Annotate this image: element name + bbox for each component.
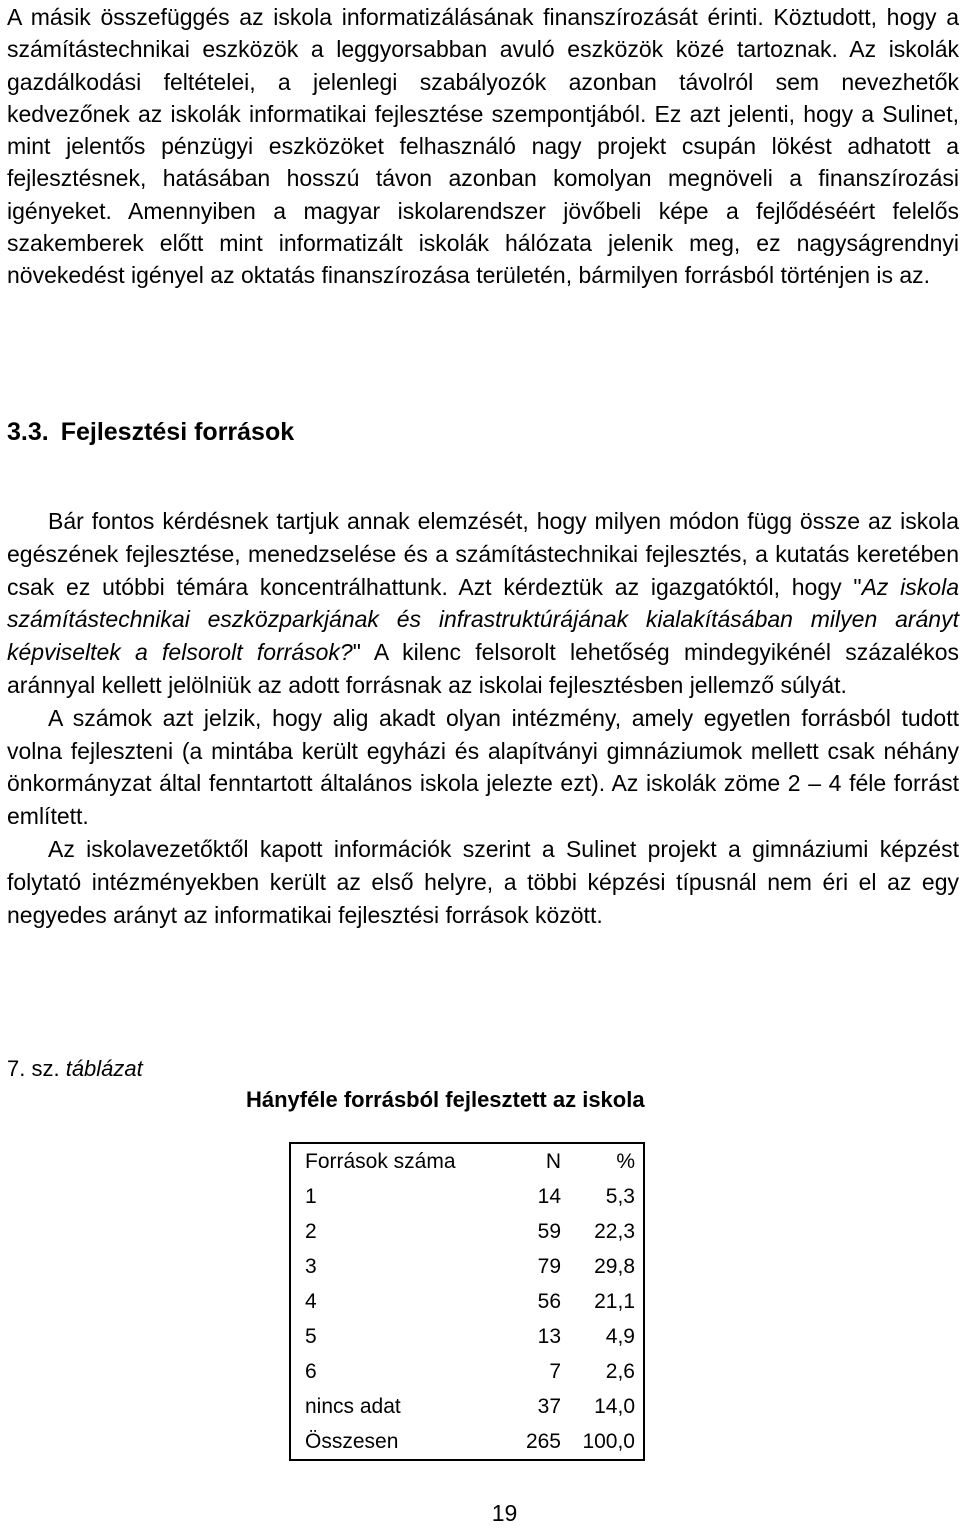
paragraph-question bbox=[7, 505, 959, 702]
paragraph-financing: A másik összefüggés az iskola informatizálásának finanszírozását érinti. Köztudott, hogy a számítástechnikai eszközök a leggyorsabban avuló eszközök közé tartoznak. Az iskolák gazdálkodási feltételei, a jelenlegi szabályozók azonban távolról sem nevezhetők kedvezőnek az iskolák informatikai fejlesztése szempontjából. Ez azt jelenti, hogy a Sulinet, mint jelentős pénzügyi eszközöket felhasználó nagy projekt csupán lökést adhatott a fejlesztésnek, hatásában hosszú távon azonban komolyan megnöveli a finanszírozási igényeket. Amennyiben a magyar iskolarendszer jövőbeli képe a fejlődéséért felelős szakemberek előtt mint informatizált iskolák hálózata jelenik meg, ez nagyságrendnyi növekedést igényel az oktatás finanszírozása területén, bármilyen forrásból történjen is az. bbox=[7, 4, 959, 289]
table-row bbox=[290, 1319, 644, 1354]
table-row-total bbox=[290, 1424, 644, 1460]
column-header-sources: Források száma bbox=[305, 1149, 456, 1173]
cell-percent: 4,9 bbox=[605, 1324, 635, 1348]
cell-n: 14 bbox=[537, 1184, 561, 1208]
cell-n: 265 bbox=[525, 1429, 561, 1453]
page-number: 19 bbox=[491, 1500, 518, 1526]
table-row bbox=[290, 1284, 644, 1319]
body-text bbox=[7, 505, 959, 931]
cell-n: 56 bbox=[537, 1289, 561, 1313]
cell-percent: 14,0 bbox=[594, 1394, 635, 1418]
table-row bbox=[290, 1179, 644, 1214]
column-header-percent: % bbox=[616, 1149, 635, 1173]
table-header-row bbox=[290, 1143, 644, 1179]
table-label-number: 7. sz. bbox=[7, 1056, 60, 1081]
cell-n: 7 bbox=[549, 1359, 561, 1383]
paragraph-question-tail: " A kilenc felsorolt lehetőség mindegyikénél százalékos aránnyal kellett jelölniük az adott forrásnak az iskolai fejlesztésben jellemző súlyát. bbox=[7, 639, 959, 698]
table-row bbox=[290, 1214, 644, 1249]
table-row bbox=[290, 1354, 644, 1389]
table-label bbox=[7, 1054, 143, 1084]
cell-sources: nincs adat bbox=[305, 1394, 401, 1418]
table-row bbox=[290, 1249, 644, 1284]
table-label-word: táblázat bbox=[65, 1056, 143, 1081]
cell-percent: 21,1 bbox=[594, 1289, 635, 1313]
cell-sources: 6 bbox=[305, 1359, 317, 1383]
cell-n: 59 bbox=[537, 1219, 561, 1243]
cell-sources: 1 bbox=[305, 1184, 317, 1208]
cell-sources: 5 bbox=[305, 1324, 317, 1348]
section-number: 3.3. bbox=[7, 418, 49, 446]
section-title: Fejlesztési források bbox=[60, 418, 295, 446]
table-title: Hányféle forrásból fejlesztett az iskola bbox=[246, 1087, 645, 1112]
sources-table bbox=[289, 1142, 645, 1461]
table-row bbox=[290, 1389, 644, 1424]
cell-sources: Összesen bbox=[305, 1429, 399, 1453]
cell-n: 79 bbox=[537, 1254, 561, 1278]
column-header-n: N bbox=[545, 1149, 561, 1173]
cell-n: 13 bbox=[537, 1324, 561, 1348]
cell-sources: 3 bbox=[305, 1254, 317, 1278]
section-heading bbox=[7, 415, 294, 449]
cell-percent: 5,3 bbox=[605, 1184, 635, 1208]
cell-percent: 2,6 bbox=[605, 1359, 635, 1383]
paragraph-question-lead: Bár fontos kérdésnek tartjuk annak elemzését, hogy milyen módon függ össze az iskola egészének fejlesztése, menedzselése és a számítástechnikai fejlesztés, a kutatás keretében csak ez utóbbi témára koncentrálhattunk. Azt kérdeztük az igazgatóktól, hogy " bbox=[7, 508, 959, 600]
cell-percent: 29,8 bbox=[594, 1254, 635, 1278]
survey-question-quote: Az iskola számítástechnikai eszközparkjának és infrastruktúrájának kialakításában milyen arányt képviseltek a felsorolt források? bbox=[7, 573, 959, 666]
paragraph-sulinet: Az iskolavezetőktől kapott információk szerint a Sulinet projekt a gimnáziumi képzést folytató intézményekben került az első helyre, a többi képzési típusnál nem éri el az egy negyedes arányt az informatikai fejlesztési források között. bbox=[7, 835, 959, 928]
cell-sources: 2 bbox=[305, 1219, 317, 1243]
paragraph-numbers: A számok azt jelzik, hogy alig akadt olyan intézmény, amely egyetlen forrásból tudott volna fejleszteni (a mintába került egyházi és alapítványi gimnáziumok mellett csak néhány önkormányzat által fenntartott általános iskola jelezte ezt). Az iskolák zöme 2 – 4 féle forrást említett. bbox=[7, 704, 959, 830]
cell-percent: 22,3 bbox=[594, 1219, 635, 1243]
cell-n: 37 bbox=[537, 1394, 561, 1418]
cell-sources: 4 bbox=[305, 1289, 317, 1313]
cell-percent: 100,0 bbox=[582, 1429, 635, 1453]
